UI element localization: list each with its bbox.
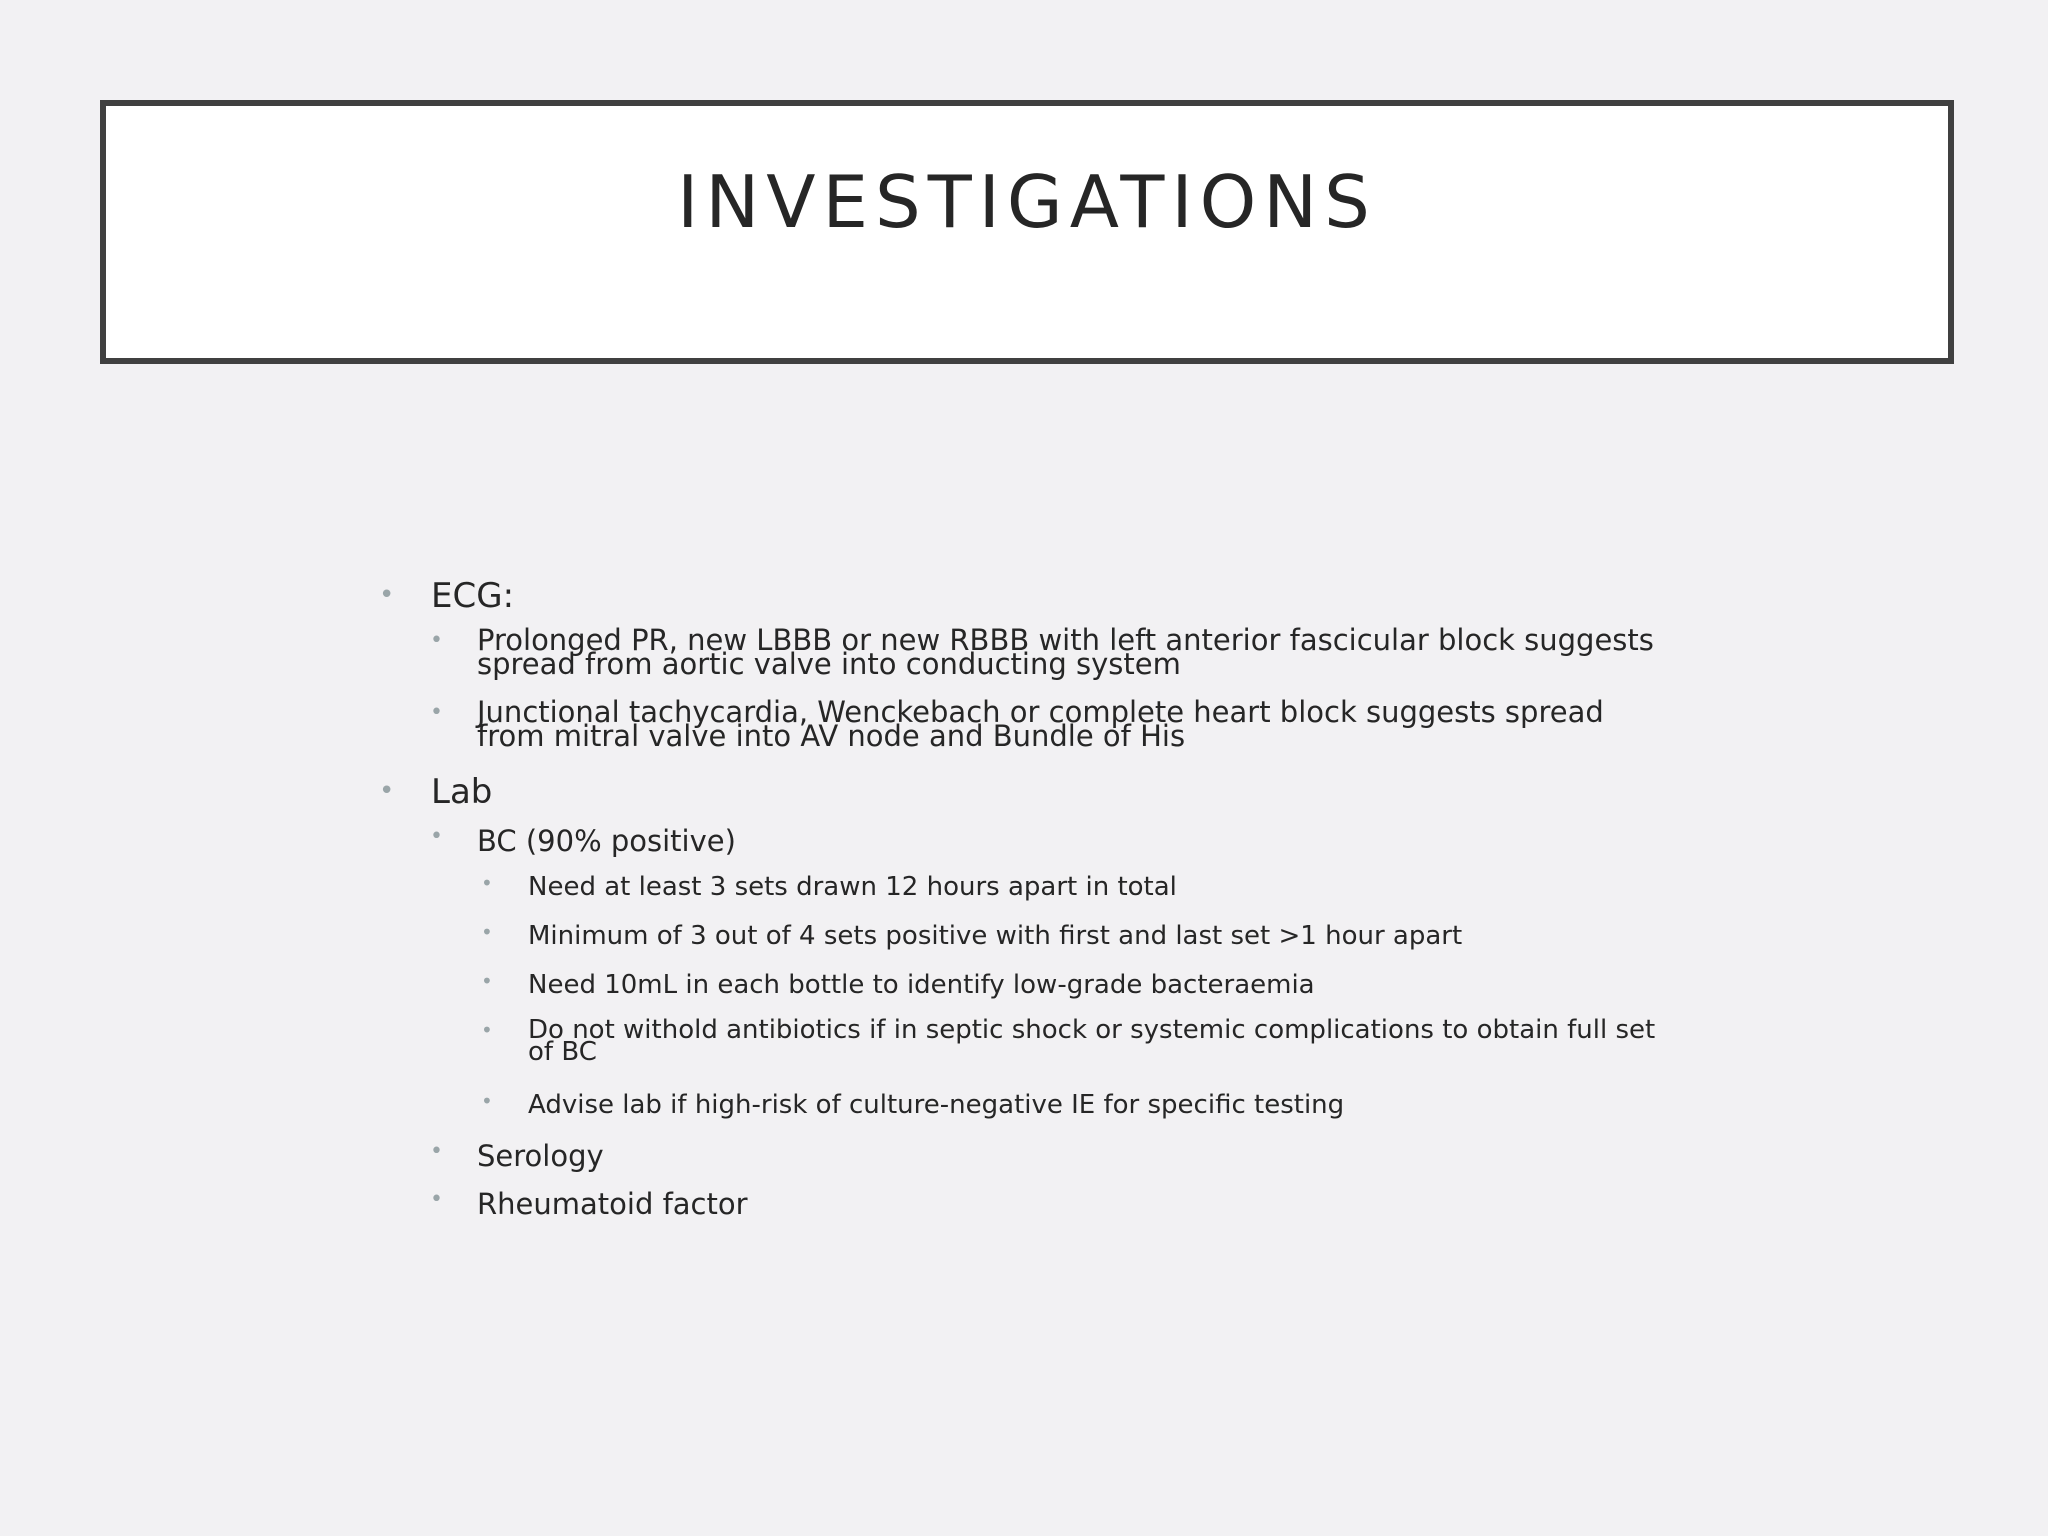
list-item-text: Minimum of 3 out of 4 sets positive with first and last set >1 hour apart	[528, 921, 1463, 951]
list-item	[426, 1187, 1675, 1221]
list-item-text: Need at least 3 sets drawn 12 hours apart in total	[528, 872, 1177, 902]
list-item-text: Junctional tachycardia, Wenckebach or complete heart block suggests spread from mitral valve into AV node and Bundle of His	[477, 695, 1604, 753]
bullet-icon: •	[430, 824, 443, 849]
list-item	[477, 1015, 1675, 1067]
bullet-icon: •	[430, 628, 443, 653]
title-box	[100, 100, 1954, 364]
bullet-icon: •	[481, 969, 493, 993]
bullet-icon: •	[379, 776, 395, 806]
bullet-icon: •	[481, 871, 493, 895]
list-item-text: Do not withold antibiotics if in septic shock or systemic complications to obtain full set of BC	[528, 1015, 1656, 1067]
list-item	[477, 970, 1675, 1000]
bullet-list	[375, 576, 1675, 1235]
list-item	[426, 824, 1675, 858]
list-item	[477, 1090, 1675, 1120]
list-item-text: Advise lab if high-risk of culture-negative IE for specific testing	[528, 1090, 1345, 1120]
list-item	[426, 695, 1675, 753]
list-item	[375, 576, 1675, 616]
bullet-icon: •	[481, 920, 493, 944]
bullet-icon: •	[430, 700, 443, 725]
list-item-text: Rheumatoid factor	[477, 1187, 748, 1221]
list-item	[426, 1139, 1675, 1173]
bullet-icon: •	[379, 580, 395, 610]
bullet-icon: •	[481, 1018, 493, 1042]
list-item	[375, 772, 1675, 812]
list-item-text: ECG:	[431, 576, 515, 616]
slide-title: INVESTIGATIONS	[677, 160, 1377, 244]
bullet-icon: •	[430, 1139, 443, 1164]
list-item-text: BC (90% positive)	[477, 824, 736, 858]
bullet-icon: •	[430, 1187, 443, 1212]
list-item	[477, 872, 1675, 902]
list-item-text: Prolonged PR, new LBBB or new RBBB with left anterior fascicular block suggests spread from aortic valve into conducting system	[477, 623, 1654, 681]
list-item	[477, 921, 1675, 951]
bullet-icon: •	[481, 1089, 493, 1113]
list-item-text: Lab	[431, 772, 493, 812]
list-item	[426, 623, 1675, 681]
list-item-text: Need 10mL in each bottle to identify low-grade bacteraemia	[528, 970, 1315, 1000]
list-item-text: Serology	[477, 1139, 604, 1173]
